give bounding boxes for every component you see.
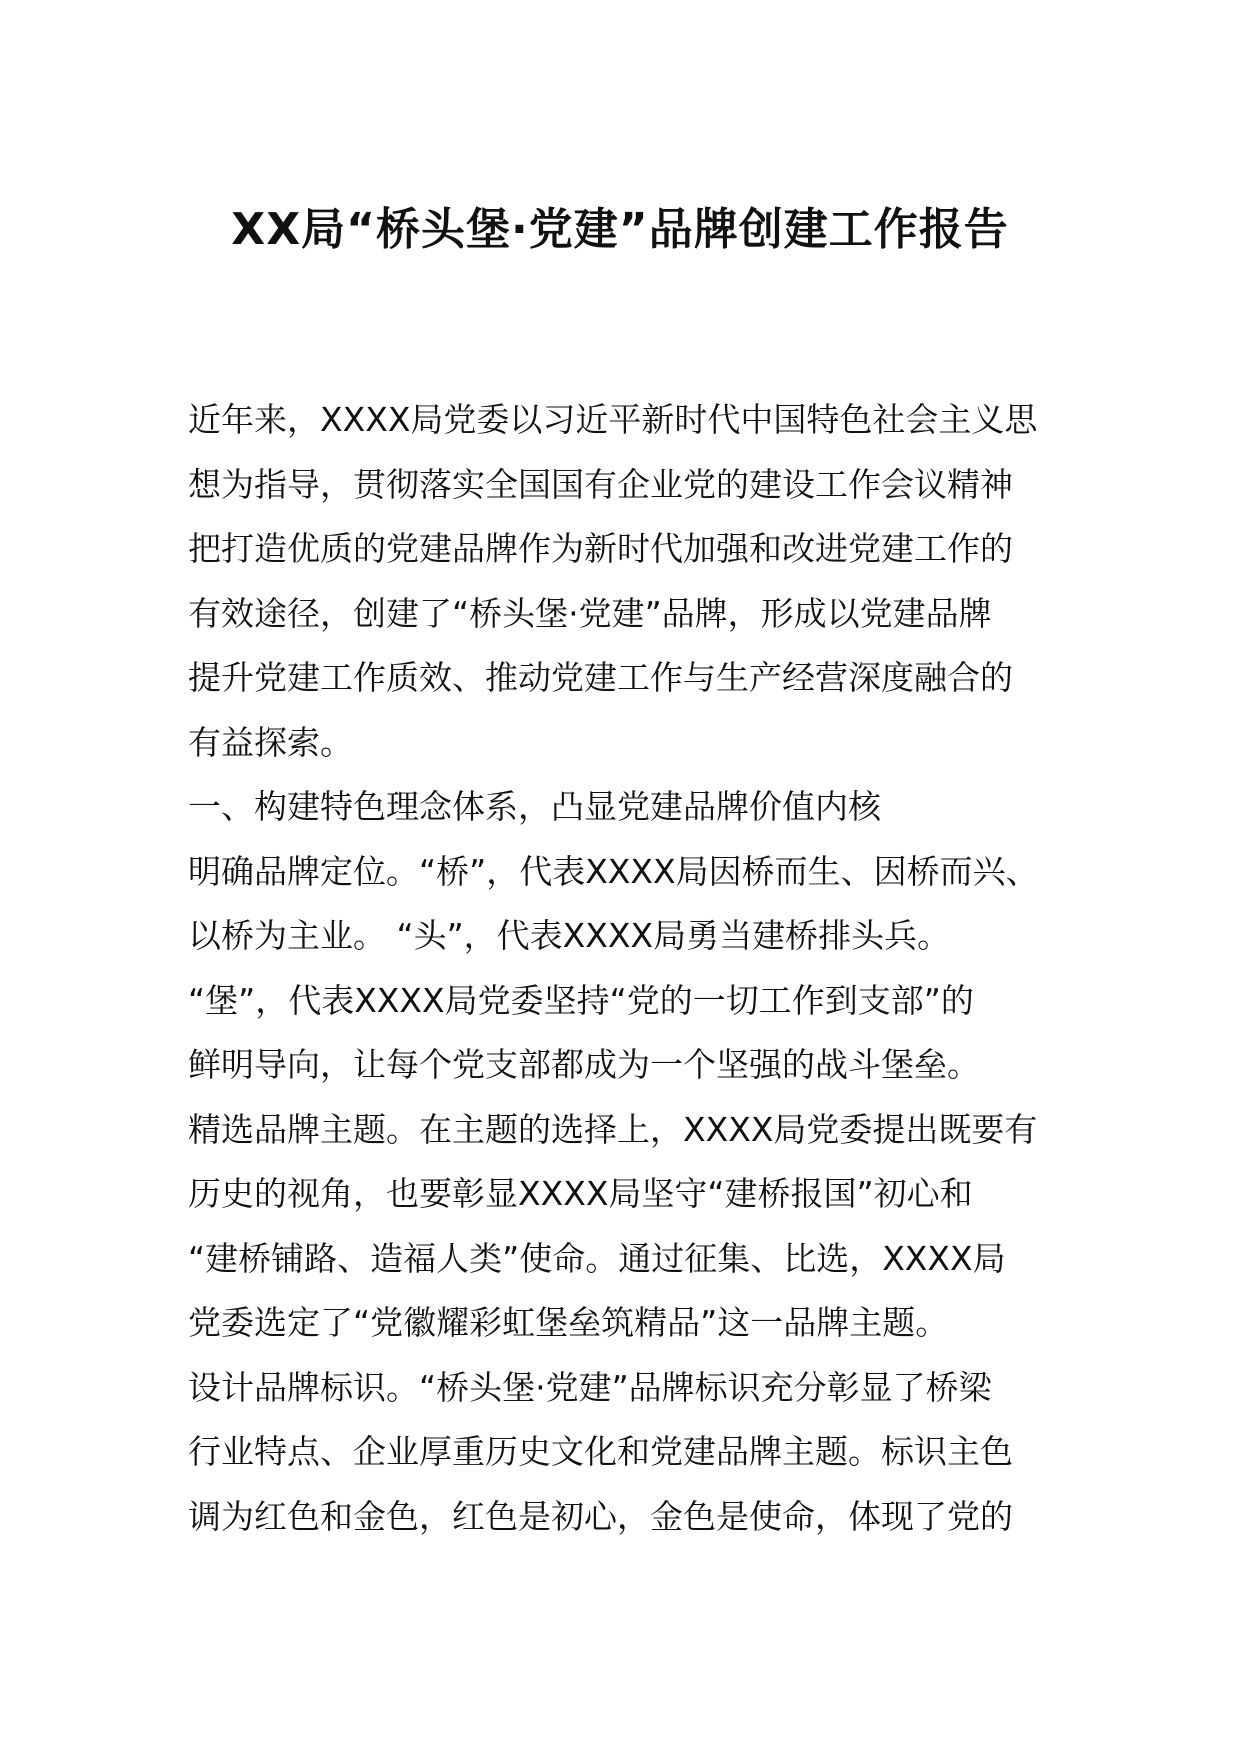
body-line: 有益探索。 — [188, 722, 353, 762]
body-line: “建桥铺路、造福人类”使命。通过征集、比选，XXXX局 — [188, 1238, 1006, 1278]
body-line: 党委选定了“党徽耀彩虹堡垒筑精品”这一品牌主题。 — [188, 1303, 949, 1342]
body-line: 行业特点、企业厚重历史文化和党建品牌主题。标识主色 — [188, 1432, 1013, 1471]
document-title: XX局“桥头堡·党建”品牌创建工作报告 — [231, 204, 1009, 255]
body-line: 想为指导，贯彻落实全国国有企业党的建设工作会议精神 — [188, 464, 1013, 504]
body-line: 明确品牌定位。“桥”，代表XXXX局因桥而生、因桥而兴、 — [188, 851, 1039, 891]
body-line: 精选品牌主题。在主题的选择上，XXXX局党委提出既要有 — [188, 1109, 1038, 1149]
body-line: 以桥为主业。 “头”，代表XXXX局勇当建桥排头兵。 — [188, 916, 951, 955]
body-line: 调为红色和金色，红色是初心，金色是使命，体现了党的 — [188, 1496, 1013, 1536]
document-body — [188, 388, 1068, 1549]
body-line: 历史的视角，也要彰显XXXX局坚守“建桥报国”初心和 — [188, 1174, 973, 1213]
body-line: 提升党建工作质效、推动党建工作与生产经营深度融合的 — [188, 658, 1013, 697]
body-line: 近年来，XXXX局党委以习近平新时代中国特色社会主义思 — [188, 400, 1038, 439]
body-line: 把打造优质的党建品牌作为新时代加强和改进党建工作的 — [188, 529, 1013, 568]
section-heading: 一、构建特色理念体系，凸显党建品牌价值内核 — [188, 787, 881, 826]
body-line: “堡”，代表XXXX局党委坚持“党的一切工作到支部”的 — [188, 980, 974, 1020]
body-line: 鲜明导向，让每个党支部都成为一个坚强的战斗堡垒。 — [188, 1045, 980, 1084]
body-line: 设计品牌标识。“桥头堡·党建”品牌标识充分彰显了桥梁 — [188, 1367, 992, 1407]
body-line: 有效途径，创建了“桥头堡·党建”品牌，形成以党建品牌 — [188, 593, 992, 633]
